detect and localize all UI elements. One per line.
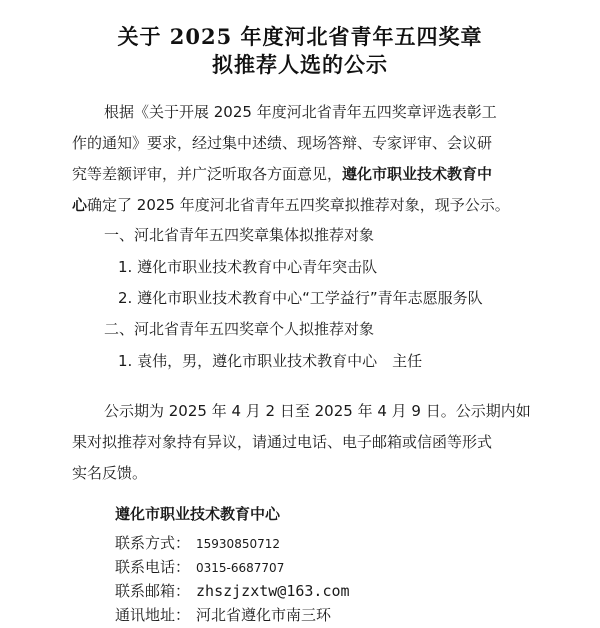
contact-address: 河北省遵化市南三环 (196, 606, 332, 624)
document-title-line-1: 关于 2025 年度河北省青年五四奖章 (117, 24, 483, 49)
body-paragraph-2-line-1: 公示期为 2025 年 4 月 2 日至 2025 年 4 月 9 日。公示期内如 (104, 402, 531, 420)
contact-phone-mobile: 15930850712 (196, 537, 280, 551)
body-paragraph-1-line-3 (72, 163, 492, 184)
body-text: 究等差额评审，并广泛听取各方面意见， (72, 165, 343, 183)
body-paragraph-1-line-2: 作的通知》要求，经过集中述绩、现场答辩、专家评审、会议研 (72, 134, 493, 152)
body-paragraph-1-line-4 (72, 194, 510, 215)
contact-label: 联系电话： (115, 558, 191, 576)
contact-label: 联系邮箱： (115, 582, 191, 600)
contact-email: zhszjzxtw@163.com (196, 582, 350, 600)
section-1-heading: 一、河北省青年五四奖章集体拟推荐对象 (104, 226, 375, 244)
body-paragraph-2-line-3: 实名反馈。 (72, 464, 148, 482)
organization-name-emphasis-end: 心 (72, 196, 88, 214)
section-1-item-1: 1. 遵化市职业技术教育中心青年突击队 (118, 258, 378, 276)
contact-label: 通讯地址： (115, 606, 191, 624)
section-1-item-2: 2. 遵化市职业技术教育中心“工学益行”青年志愿服务队 (118, 289, 483, 307)
contact-phone-landline: 0315-6687707 (196, 561, 285, 575)
contact-row (115, 604, 331, 625)
signature-organization: 遵化市职业技术教育中心 (115, 505, 281, 523)
section-2-heading: 二、河北省青年五四奖章个人拟推荐对象 (104, 320, 375, 338)
contact-label: 联系方式： (115, 534, 191, 552)
body-paragraph-2-line-2: 果对拟推荐对象持有异议，请通过电话、电子邮箱或信函等形式 (72, 433, 493, 451)
contact-row (115, 580, 350, 601)
contact-row (115, 556, 284, 577)
document-title-line-2: 拟推荐人选的公示 (212, 52, 388, 77)
contact-row (115, 532, 280, 553)
organization-name-emphasis: 遵化市职业技术教育中 (342, 165, 493, 183)
section-2-item-1: 1. 袁伟，男，遵化市职业技术教育中心 主任 (118, 352, 423, 370)
body-paragraph-1-line-1: 根据《关于开展 2025 年度河北省青年五四奖章评选表彰工 (104, 103, 497, 121)
body-text: 确定了 2025 年度河北省青年五四奖章拟推荐对象，现予公示。 (87, 196, 510, 214)
